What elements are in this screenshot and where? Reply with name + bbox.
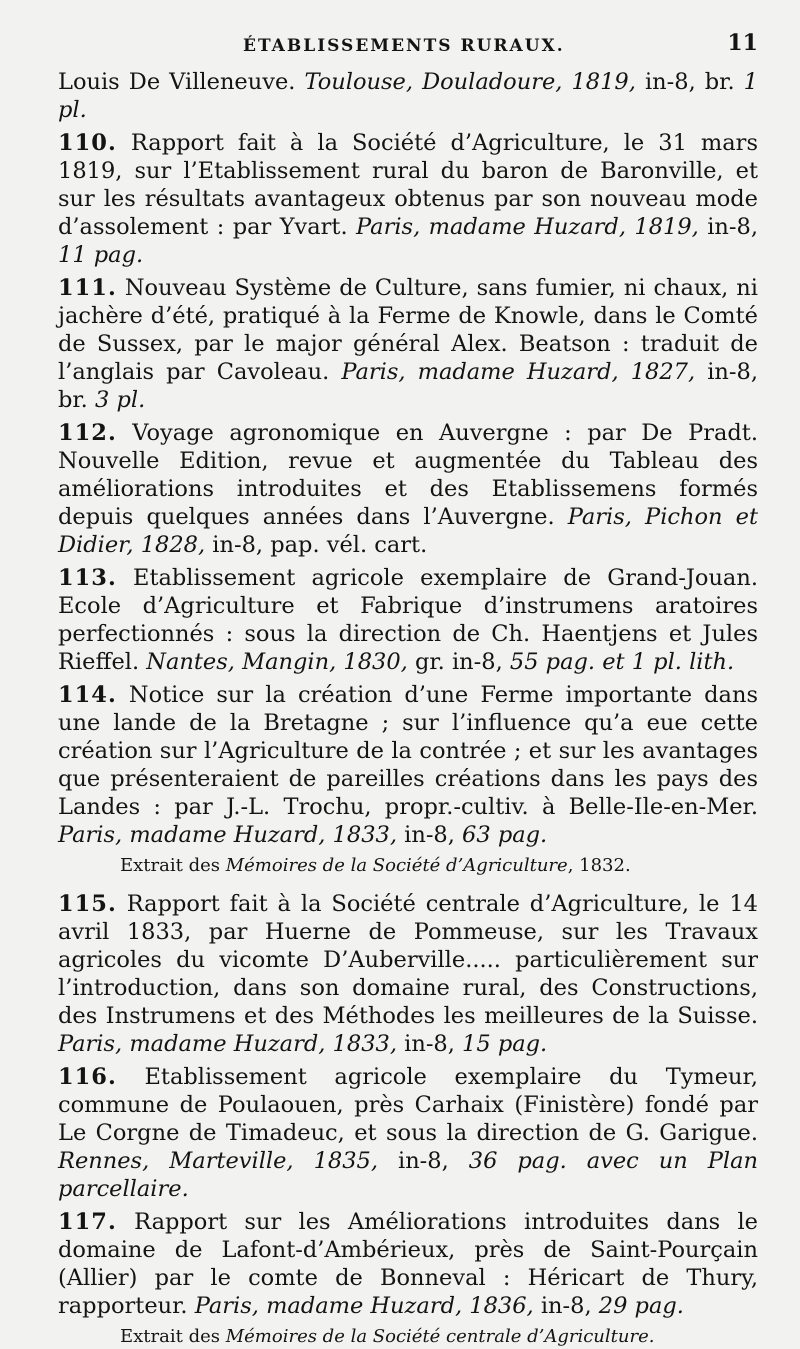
page-number: 11 bbox=[727, 30, 758, 56]
entry-imprint: Rennes, Marteville, 1835, bbox=[58, 1148, 378, 1174]
entry-text: Voyage agronomique en Auvergne : par De Pradt. Nouvelle Edition, revue et augmentée du Tableau des améliorations introduites et des Etablissemens formés depuis quelques années dans l’Auvergne. bbox=[58, 420, 758, 530]
entry-pagination: 11 pag. bbox=[58, 242, 144, 268]
entry-imprint: Paris, madame Huzard, 1833, bbox=[58, 822, 397, 848]
entry-pagination: 15 pag. bbox=[462, 1031, 548, 1057]
entry-number: 116. bbox=[58, 1064, 117, 1090]
bibliography-entry bbox=[58, 129, 758, 269]
entry-imprint: Nantes, Mangin, 1830, bbox=[146, 649, 408, 675]
entry-text: Louis De Villeneuve. bbox=[58, 69, 305, 95]
extract-note bbox=[58, 1325, 758, 1349]
entry-text: Rapport fait à la Société centrale d’Agriculture, le 14 avril 1833, par Huerne de Pommeuse, sur les Travaux agricoles du vicomte D’Auberville..... particulièrement sur l’introduction, dans son domaine rural, des Constructions, des Instrumens et des Méthodes les meilleures de la Suisse. bbox=[58, 891, 758, 1029]
bibliography-entry bbox=[58, 274, 758, 414]
bibliography-entry bbox=[58, 1208, 758, 1320]
bibliography-entry bbox=[58, 68, 758, 124]
extract-prefix: Extrait des bbox=[120, 1326, 226, 1347]
extract-source-title: Mémoires de la Société centrale d’Agriculture. bbox=[225, 1326, 655, 1347]
entry-imprint: Paris, Pichon et Didier, 1828, bbox=[58, 504, 758, 558]
entry-imprint: Paris, madame Huzard, 1819, bbox=[356, 214, 699, 240]
entry-number: 115. bbox=[58, 891, 117, 917]
entry-format: in-8, br. bbox=[635, 69, 744, 95]
extract-suffix: , 1832. bbox=[567, 855, 631, 876]
running-head-title: ÉTABLISSEMENTS RURAUX. bbox=[243, 36, 565, 56]
entry-format: in-8, pap. vél. cart. bbox=[205, 532, 428, 558]
entry-text: Nouveau Système de Culture, sans fumier, ni chaux, ni jachère d’été, pratiqué à la Ferme de Knowle, dans le Comté de Sussex, par le major général Alex. Beatson : traduit de l’anglais par Cavoleau. bbox=[58, 275, 758, 385]
entry-format: in-8, bbox=[698, 214, 758, 240]
entry-pagination: 29 pag. bbox=[598, 1293, 684, 1319]
entry-format: in-8, br. bbox=[58, 359, 758, 413]
entry-pagination: 63 pag. bbox=[462, 822, 548, 848]
bibliography-entry bbox=[58, 419, 758, 559]
extract-source-title: Mémoires de la Société d’Agriculture bbox=[225, 855, 568, 876]
entry-format: in-8, bbox=[396, 822, 463, 848]
entry-number: 114. bbox=[58, 682, 117, 708]
entry-text: Etablissement agricole exemplaire du Tymeur, commune de Poulaouen, près Carhaix (Finistère) fondé par Le Corgne de Timadeuc, et sous la direction de G. Garigue. bbox=[58, 1064, 758, 1146]
bibliography-entry bbox=[58, 564, 758, 676]
bibliography-entry bbox=[58, 681, 758, 849]
running-head bbox=[58, 28, 758, 68]
entry-format: in-8, bbox=[396, 1031, 463, 1057]
entry-imprint: Paris, madame Huzard, 1836, bbox=[194, 1293, 534, 1319]
entry-text: Etablissement agricole exemplaire de Grand-Jouan. Ecole d’Agriculture et Fabrique d’instrumens aratoires perfectionnés : sous la direction de Ch. Haentjens et Jules Rieffel. bbox=[58, 565, 758, 675]
extract-prefix: Extrait des bbox=[120, 855, 226, 876]
entry-imprint: Toulouse, Douladoure, 1819, bbox=[304, 69, 636, 95]
entry-imprint: Paris, madame Huzard, 1827, bbox=[341, 359, 696, 385]
entry-pagination: 55 pag. et 1 pl. lith. bbox=[509, 649, 735, 675]
entry-number: 110. bbox=[58, 130, 117, 156]
bibliography-entry bbox=[58, 890, 758, 1058]
entry-number: 117. bbox=[58, 1209, 117, 1235]
entry-number: 111. bbox=[58, 275, 117, 301]
entry-imprint: Paris, madame Huzard, 1833, bbox=[58, 1031, 397, 1057]
entry-pagination: 3 pl. bbox=[95, 387, 146, 413]
entry-text: Rapport fait à la Société d’Agriculture, le 31 mars 1819, sur l’Etablissement rural du baron de Baronville, et sur les résultats avantageux obtenus par son nouveau mode d’assolement : par Yvart. bbox=[58, 130, 758, 240]
entry-format: in-8, bbox=[533, 1293, 599, 1319]
entry-pagination: 1 pl. bbox=[58, 69, 758, 123]
entry-text: Notice sur la création d’une Ferme importante dans une lande de la Bretagne ; sur l’influence qu’a eue cette création sur l’Agriculture de la contrée ; et sur les avantages que présenteraient de pareilles créations dans les pays des Landes : par J.-L. Trochu, propr.-cultiv. à Belle-Ile-en-Mer. bbox=[58, 682, 758, 820]
extract-note bbox=[58, 854, 758, 878]
entry-format: gr. in-8, bbox=[407, 649, 510, 675]
entry-text: Rapport sur les Améliorations introduites dans le domaine de Lafont-d’Ambérieux, près de Saint-Pourçain (Allier) par le comte de Bonneval : Héricart de Thury, rapporteur. bbox=[58, 1209, 758, 1319]
entry-number: 112. bbox=[58, 420, 117, 446]
entry-number: 113. bbox=[58, 565, 117, 591]
entry-format: in-8, bbox=[378, 1148, 469, 1174]
bibliography-entry bbox=[58, 1063, 758, 1203]
entry-pagination: 36 pag. avec un Plan parcellaire. bbox=[58, 1148, 758, 1202]
